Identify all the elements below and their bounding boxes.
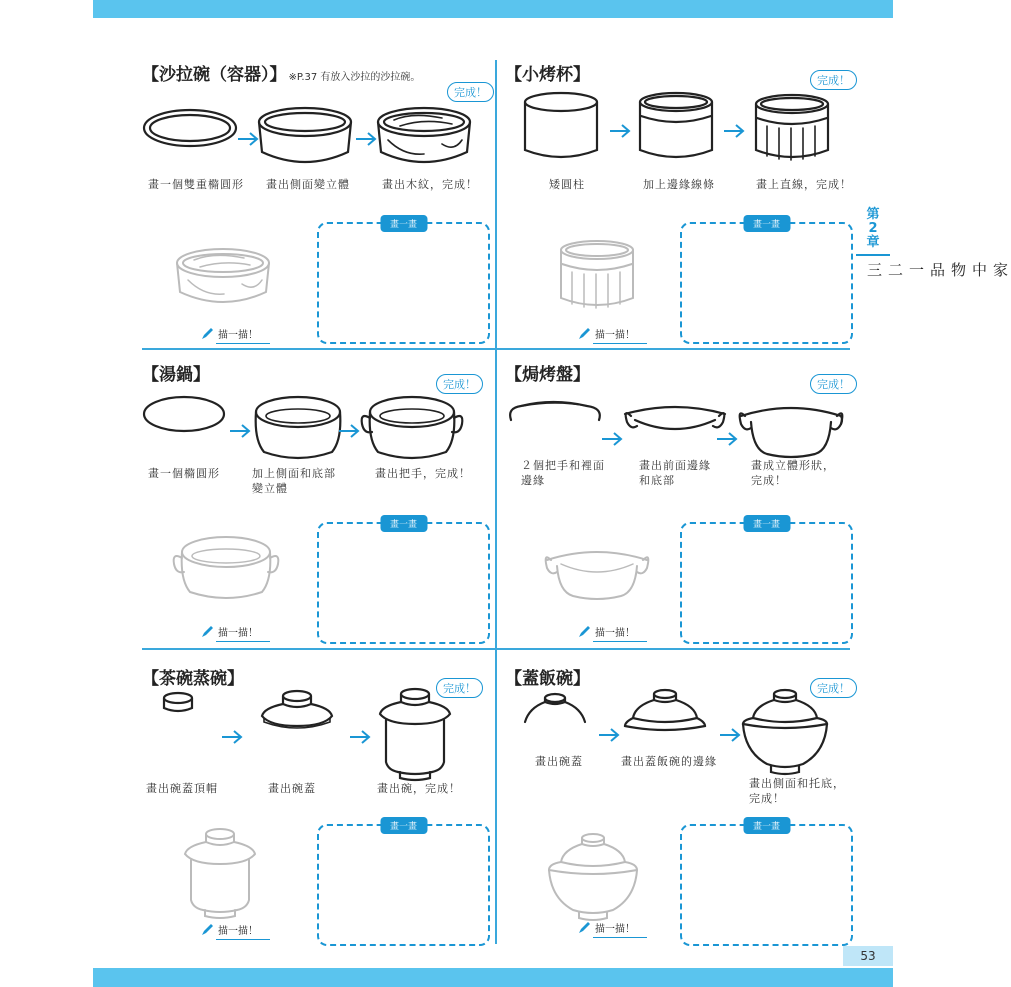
section-gratin-dish — [505, 360, 859, 650]
trace-text: 描一描！ — [595, 628, 635, 639]
arrow-icon — [350, 730, 372, 744]
step-caption-3: 畫成立體形狀， 完成！ — [751, 459, 835, 487]
trace-label — [577, 920, 635, 935]
done-badge: 完成！ — [447, 82, 494, 102]
arrow-icon — [720, 728, 742, 742]
done-badge: 完成！ — [810, 678, 857, 698]
section-note: ※P.37 有放入沙拉的沙拉碗。 — [288, 72, 421, 83]
step-caption-3: 畫出把手，完成！ — [375, 467, 471, 480]
trace-label — [200, 624, 258, 639]
arrow-icon — [230, 424, 252, 438]
step-caption-3: 畫上直線，完成！ — [756, 178, 852, 191]
step-caption-3: 畫出碗，完成！ — [377, 782, 461, 795]
step-caption-1: 畫一個雙重橢圓形 — [148, 178, 244, 191]
trace-label — [577, 624, 635, 639]
practice-tab: 畫一畫 — [380, 215, 427, 232]
section-title: 【焗烤盤】 — [505, 365, 590, 385]
practice-box[interactable] — [317, 222, 490, 344]
pencil-icon — [200, 625, 214, 639]
arrow-icon — [238, 132, 260, 146]
section-ramekin — [505, 60, 859, 350]
bottom-band — [93, 968, 893, 987]
step-caption-3: 畫出木紋，完成！ — [382, 178, 478, 191]
top-band — [93, 0, 893, 18]
step-caption-2: 畫出碗蓋 — [268, 782, 316, 795]
step-caption-2: 加上側面和底部 變立體 — [252, 467, 336, 495]
step-caption-1: 畫一個橢圓形 — [148, 467, 220, 480]
done-badge: 完成！ — [436, 678, 483, 698]
practice-tab: 畫一畫 — [743, 215, 790, 232]
trace-label — [200, 326, 258, 341]
pencil-icon — [200, 327, 214, 341]
chapter-bar — [856, 254, 890, 256]
practice-tab: 畫一畫 — [743, 817, 790, 834]
step-caption-3: 畫出側面和托底， 完成！ — [749, 777, 845, 805]
arrow-icon — [356, 132, 378, 146]
arrow-icon — [724, 124, 746, 138]
trace-text: 描一描！ — [595, 330, 635, 341]
trace-text: 描一描！ — [218, 628, 258, 639]
arrow-icon — [602, 432, 624, 446]
arrow-icon — [610, 124, 632, 138]
practice-box[interactable] — [317, 824, 490, 946]
arrow-icon — [717, 432, 739, 446]
step-caption-1: 畫出碗蓋頂帽 — [146, 782, 218, 795]
done-badge: 完成！ — [810, 374, 857, 394]
step-caption-2: 畫出蓋飯碗的邊緣 — [621, 755, 717, 768]
chapter-tab — [858, 207, 1009, 278]
section-chawanmushi-bowl — [142, 664, 496, 954]
practice-box[interactable] — [680, 222, 853, 344]
section-pot — [142, 360, 496, 650]
trace-label — [200, 922, 258, 937]
section-donburi-bowl — [505, 664, 859, 954]
section-title: 【茶碗蒸碗】 — [142, 669, 244, 689]
section-title: 【蓋飯碗】 — [505, 669, 590, 689]
trace-label — [577, 326, 635, 341]
step-caption-1: ２個把手和裡面 邊緣 — [521, 459, 605, 487]
practice-box[interactable] — [680, 824, 853, 946]
practice-box[interactable] — [680, 522, 853, 644]
practice-box[interactable] — [317, 522, 490, 644]
arrow-icon — [222, 730, 244, 744]
practice-tab: 畫一畫 — [380, 817, 427, 834]
step-caption-2: 加上邊緣線條 — [643, 178, 715, 191]
step-caption-2: 畫出側面變立體 — [266, 178, 350, 191]
step-caption-1: 畫出碗蓋 — [535, 755, 583, 768]
section-title: 【小烤杯】 — [505, 65, 590, 85]
practice-tab: 畫一畫 — [743, 515, 790, 532]
arrow-icon — [599, 728, 621, 742]
arrow-icon — [339, 424, 361, 438]
page-number: 53 — [843, 946, 893, 966]
step-caption-1: 矮圓柱 — [549, 178, 585, 191]
practice-tab: 畫一畫 — [380, 515, 427, 532]
pencil-icon — [200, 923, 214, 937]
section-title: 【湯鍋】 — [142, 365, 210, 385]
done-badge: 完成！ — [810, 70, 857, 90]
pencil-icon — [577, 327, 591, 341]
trace-text: 描一描！ — [218, 926, 258, 937]
trace-text: 描一描！ — [218, 330, 258, 341]
trace-text: 描一描！ — [595, 924, 635, 935]
chapter-title: 家中物品一二三 — [865, 262, 1009, 278]
section-salad-bowl — [142, 60, 496, 350]
pencil-icon — [577, 921, 591, 935]
pencil-icon — [577, 625, 591, 639]
chapter-number: 第 2 章 — [866, 207, 880, 250]
done-badge: 完成！ — [436, 374, 483, 394]
title-text: 【沙拉碗（容器）】 — [142, 65, 287, 85]
step-caption-2: 畫出前面邊緣 和底部 — [639, 459, 711, 487]
